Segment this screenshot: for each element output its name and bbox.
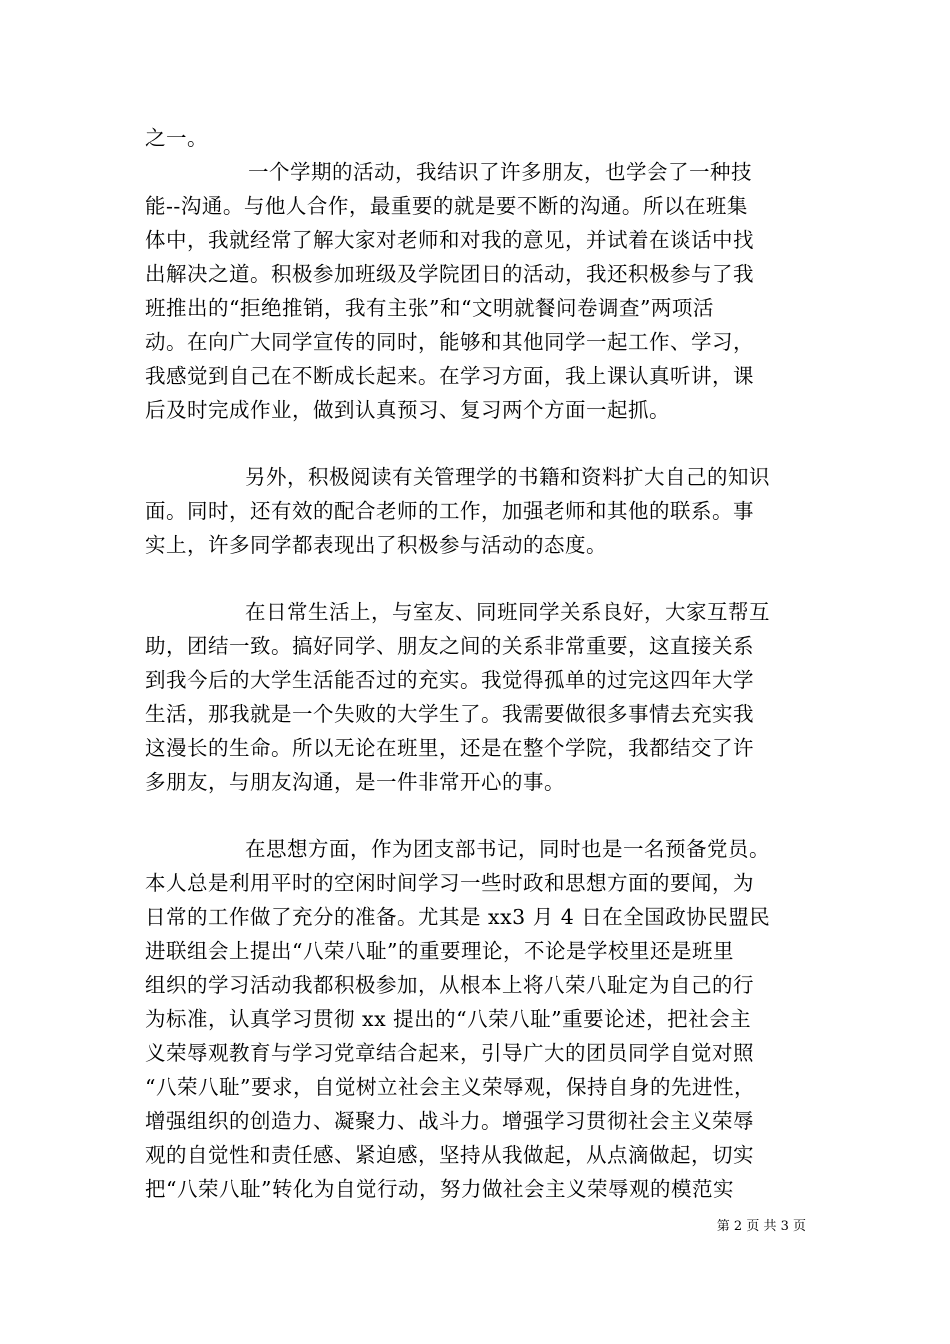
text-line: 日常的工作做了充分的准备。尤其是 xx3 月 4 日在全国政协民盟民 <box>145 905 771 929</box>
text-line: “八荣八耻”要求，自觉树立社会主义荣辱观，保持自身的先进性， <box>145 1075 755 1099</box>
page-number-footer: 第 2 页 共 3 页 <box>716 1219 806 1234</box>
paragraph-first-line: 另外，积极阅读有关管理学的书籍和资料扩大自己的知识 <box>245 465 770 489</box>
paragraph-first-line: 在思想方面，作为团支部书记，同时也是一名预备党员。 <box>245 837 770 861</box>
text-line: 这漫长的生命。所以无论在班里，还是在整个学院，我都结交了许 <box>145 736 754 760</box>
text-line: 之一。 <box>145 126 208 150</box>
text-line: 助，团结一致。搞好同学、朋友之间的关系非常重要，这直接关系 <box>145 634 754 658</box>
paragraph-first-line: 在日常生活上，与室友、同班同学关系良好，大家互帮互 <box>245 600 770 624</box>
text-line: 义荣辱观教育与学习党章结合起来，引导广大的团员同学自觉对照 <box>145 1041 754 1065</box>
text-line: 出解决之道。积极参加班级及学院团日的活动，我还积极参与了我 <box>145 262 754 286</box>
text-line: 生活，那我就是一个失败的大学生了。我需要做很多事情去充实我 <box>145 702 754 726</box>
text-line: 后及时完成作业，做到认真预习、复习两个方面一起抓。 <box>145 398 670 422</box>
text-line: 实上，许多同学都表现出了积极参与活动的态度。 <box>145 533 607 557</box>
text-line: 我感觉到自己在不断成长起来。在学习方面，我上课认真听讲，课 <box>145 364 754 388</box>
text-line: 体中，我就经常了解大家对老师和对我的意见，并试着在谈话中找 <box>145 228 754 252</box>
text-line: 面。同时，还有效的配合老师的工作，加强老师和其他的联系。事 <box>145 499 754 523</box>
text-line: 能--沟通。与他人合作，最重要的就是要不断的沟通。所以在班集 <box>145 194 748 218</box>
text-line: 增强组织的创造力、凝聚力、战斗力。增强学习贯彻社会主义荣辱 <box>145 1109 754 1133</box>
text-line: 多朋友，与朋友沟通，是一件非常开心的事。 <box>145 770 565 794</box>
text-line: 为标准，认真学习贯彻 xx 提出的“八荣八耻”重要论述，把社会主 <box>145 1007 752 1031</box>
text-line: 班推出的“拒绝推销，我有主张”和“文明就餐问卷调查”两项活 <box>145 296 714 320</box>
text-line: 把“八荣八耻”转化为自觉行动，努力做社会主义荣辱观的模范实 <box>145 1177 734 1201</box>
text-line: 组织的学习活动我都积极参加，从根本上将八荣八耻定为自己的行 <box>145 973 754 997</box>
text-line: 动。在向广大同学宣传的同时，能够和其他同学一起工作、学习， <box>145 330 754 354</box>
text-line: 进联组会上提出“八荣八耻”的重要理论，不论是学校里还是班里 <box>145 939 734 963</box>
text-line: 观的自觉性和责任感、紧迫感，坚持从我做起，从点滴做起，切实 <box>145 1143 754 1167</box>
text-line: 到我今后的大学生活能否过的充实。我觉得孤单的过完这四年大学 <box>145 668 754 692</box>
paragraph-first-line: 一个学期的活动，我结识了许多朋友，也学会了一种技 <box>248 160 752 184</box>
text-line: 本人总是利用平时的空闲时间学习一些时政和思想方面的要闻，为 <box>145 871 754 895</box>
